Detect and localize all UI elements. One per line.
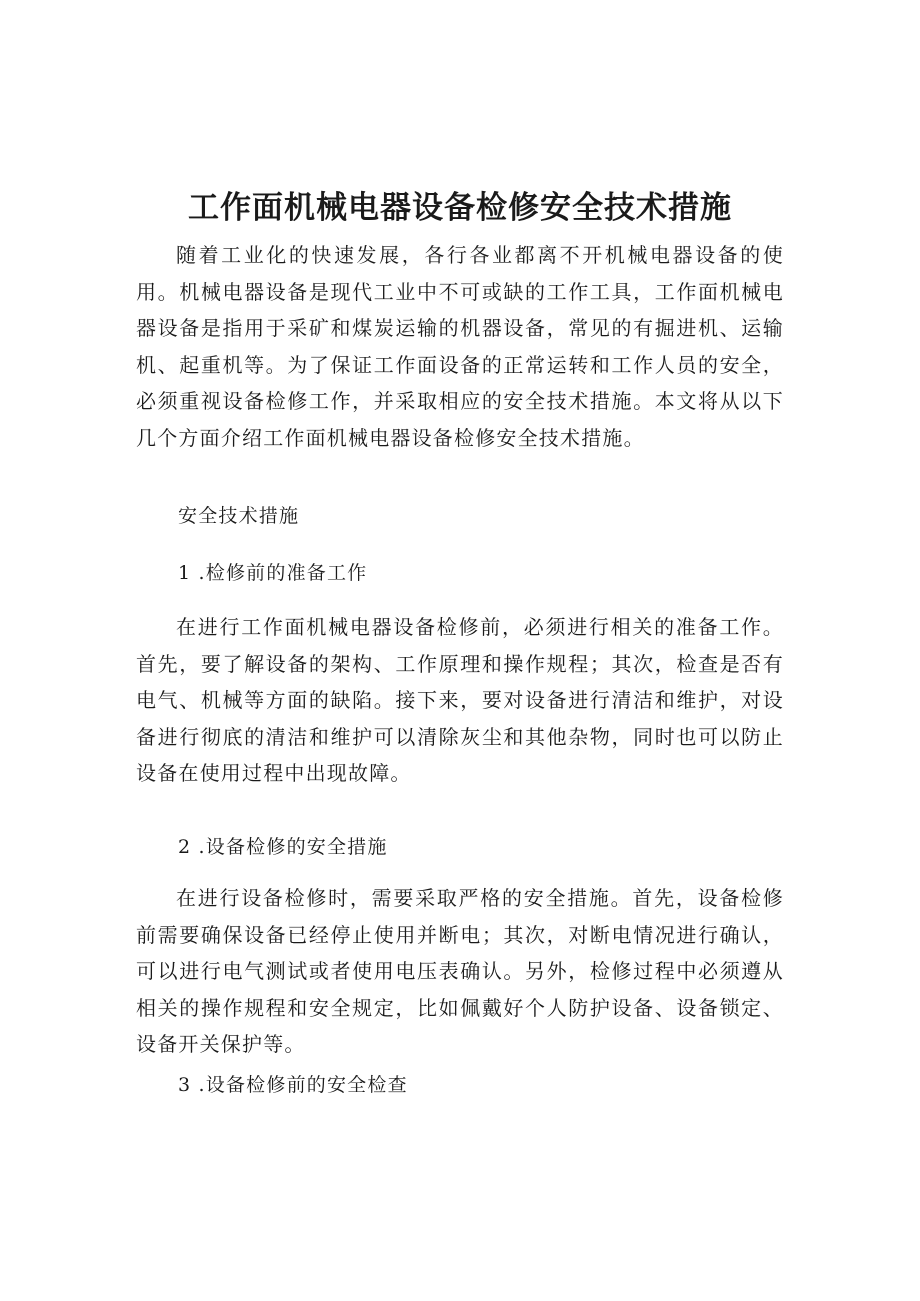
item-1-heading: 1 .检修前的准备工作	[178, 562, 368, 584]
section-heading: 安全技术措施	[178, 505, 300, 527]
item-1-body: 在进行工作面机械电器设备检修前，必须进行相关的准备工作。首先，要了解设备的架构、工作原理和操作规程；其次，检查是否有电气、机械等方面的缺陷。接下来，要对设备进行清洁和维护，对设备进行彻底的清洁和维护可以清除灰尘和其他杂物，同时也可以防止设备在使用过程中出现故障。	[136, 615, 784, 785]
intro-paragraph: 随着工业化的快速发展，各行各业都离不开机械电器设备的使用。机械电器设备是现代工业中不可或缺的工作工具，工作面机械电器设备是指用于采矿和煤炭运输的机器设备，常见的有掘进机、运输机、起重机等。为了保证工作面设备的正常运转和工作人员的安全，必须重视设备检修工作，并采取相应的安全技术措施。本文将从以下几个方面介绍工作面机械电器设备检修安全技术措施。	[136, 243, 784, 450]
item-3-heading: 3 .设备检修前的安全检查	[178, 1074, 408, 1096]
document-title: 工作面机械电器设备检修安全技术措施	[188, 190, 732, 226]
item-2-heading: 2 .设备检修的安全措施	[178, 836, 388, 858]
item-2-body: 在进行设备检修时，需要采取严格的安全措施。首先，设备检修前需要确保设备已经停止使用并断电；其次，对断电情况进行确认，可以进行电气测试或者使用电压表确认。另外，检修过程中必须遵从相关的操作规程和安全规定，比如佩戴好个人防护设备、设备锁定、设备开关保护等。	[136, 886, 784, 1056]
